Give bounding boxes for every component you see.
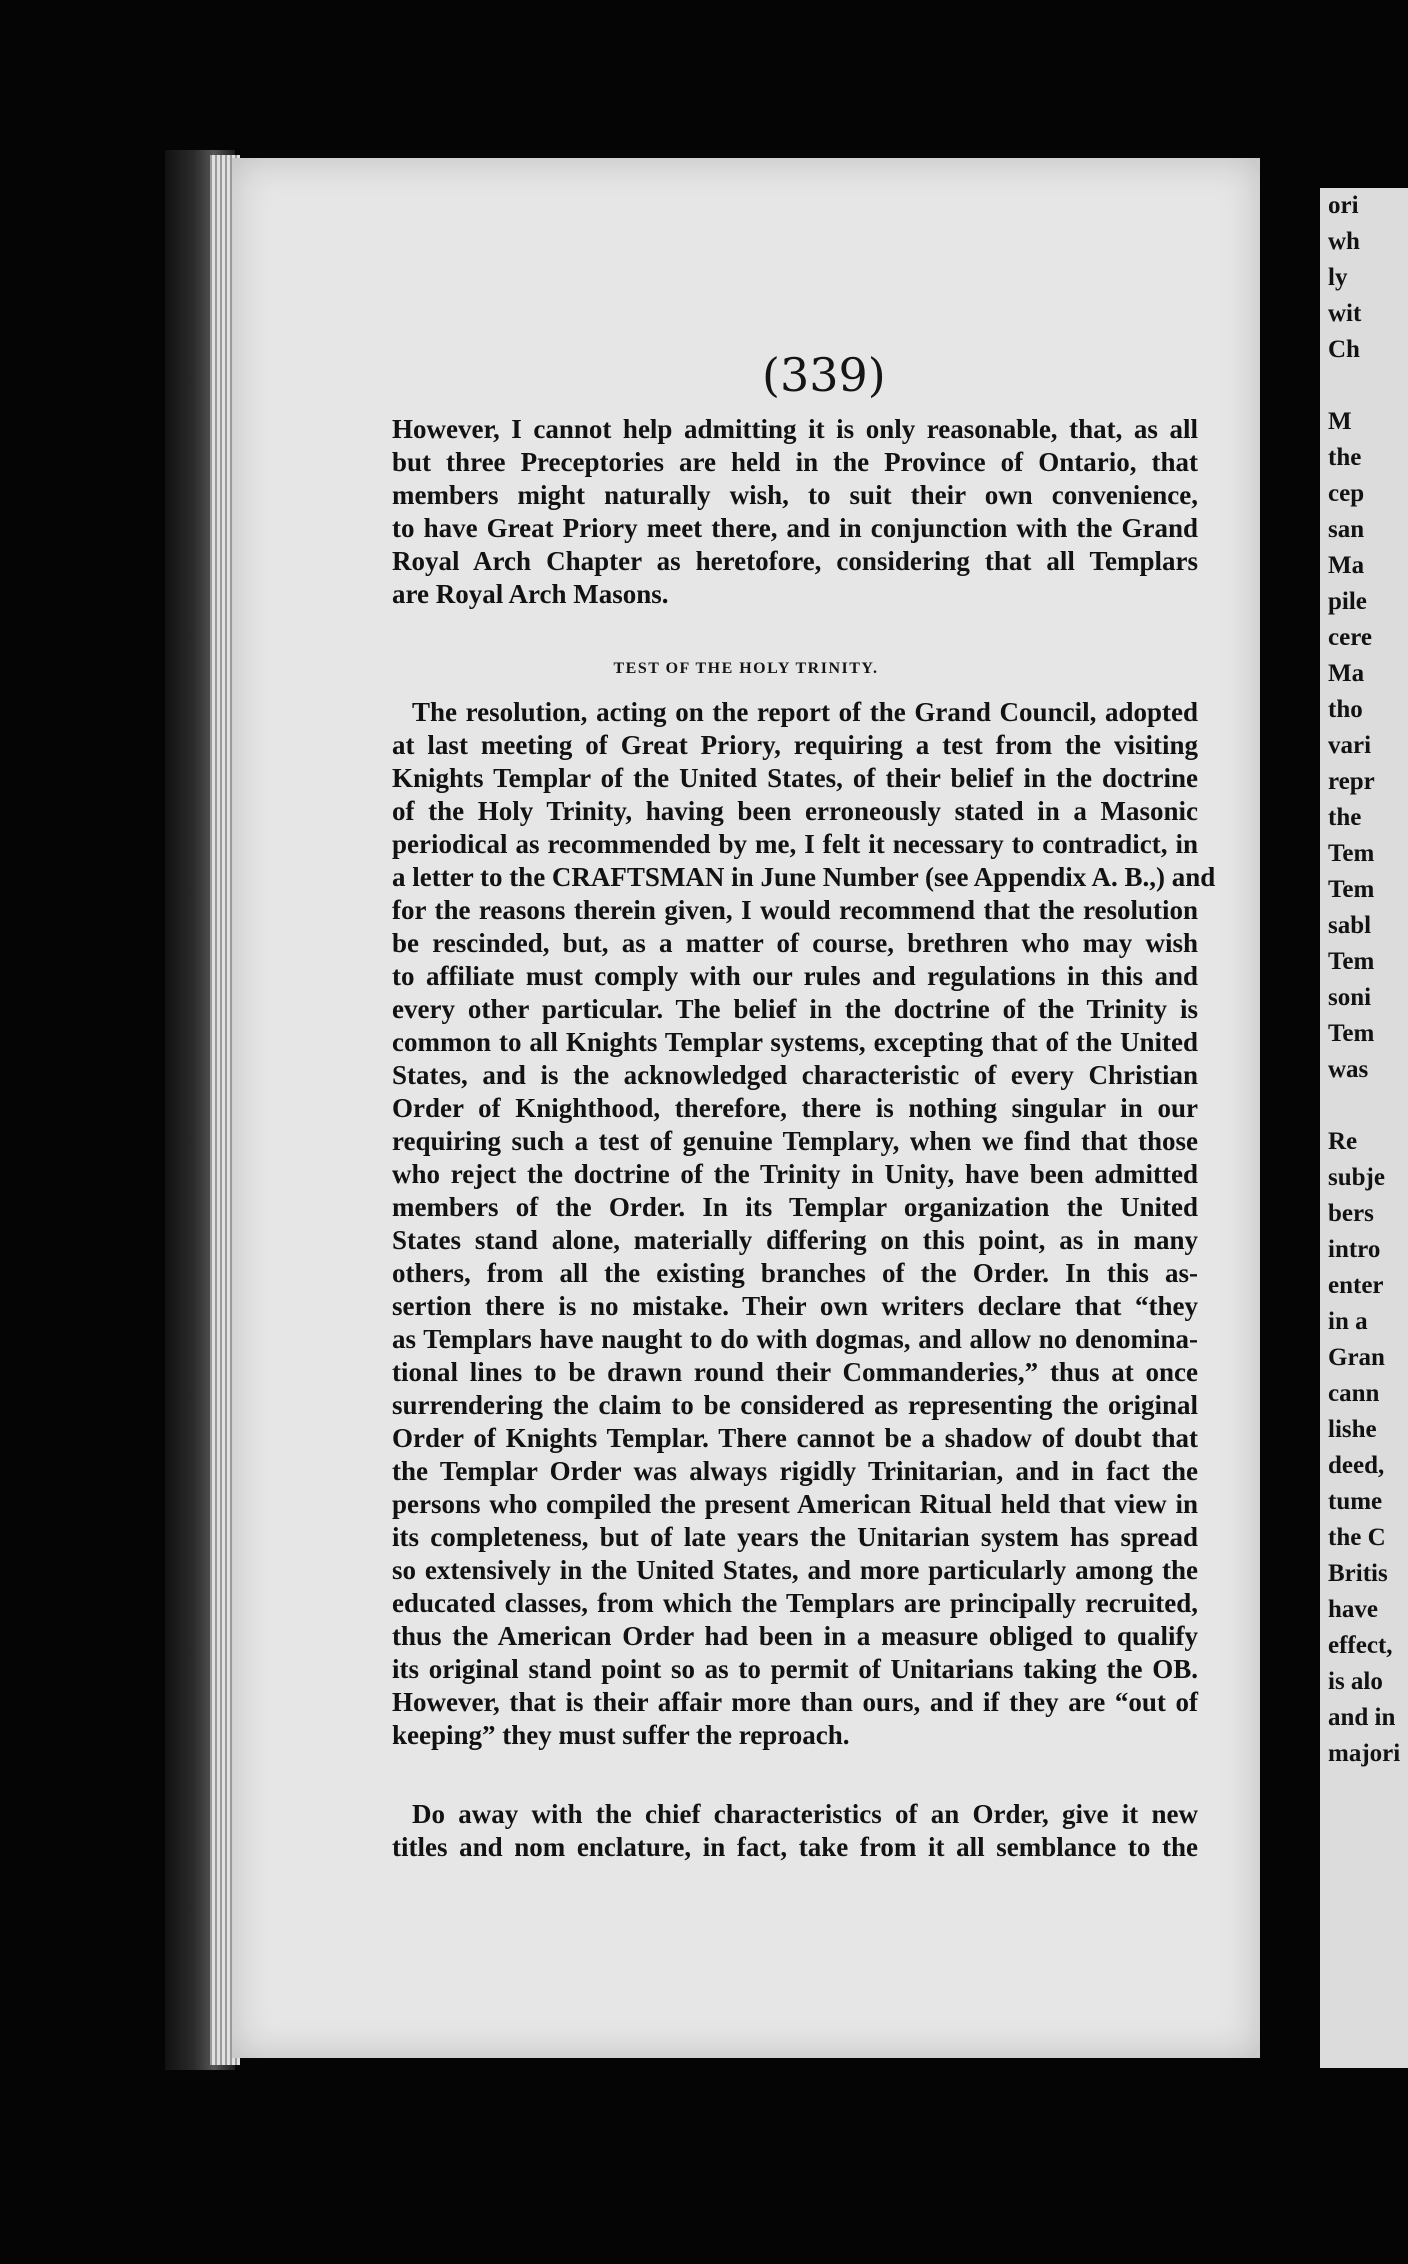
fragment-line: Re — [1328, 1128, 1358, 1155]
fragment-line: subje — [1328, 1164, 1385, 1191]
paragraph-intro — [392, 413, 1198, 611]
text-line: common to all Knights Templar systems, excepting that of the United — [392, 1027, 1198, 1057]
text-line: for the reasons therein given, I would recommend that the resolution — [392, 895, 1198, 925]
fragment-line — [1320, 368, 1408, 404]
text-line: a letter to the CRAFTSMAN in June Number (see Appendix A. B.,) and — [392, 862, 1216, 892]
text-line: thus the American Order had been in a measure obliged to qualify — [392, 1621, 1198, 1651]
fragment-line: repr — [1328, 768, 1375, 795]
text-line: every other particular. The belief in the doctrine of the Trinity is — [392, 994, 1198, 1024]
text-line: are Royal Arch Masons. — [392, 579, 669, 609]
text-line: keeping” they must suffer the reproach. — [392, 1720, 850, 1750]
fragment-line: the — [1328, 804, 1362, 831]
fragment-line: deed, — [1328, 1452, 1385, 1479]
text-line: periodical as recommended by me, I felt it necessary to contradict, in — [392, 829, 1198, 859]
text-line: titles and nom enclature, in fact, take from it all semblance to the — [392, 1832, 1198, 1862]
fragment-line — [1320, 1088, 1408, 1124]
page-number: (339) — [762, 348, 886, 402]
fragment-line: cep — [1328, 480, 1365, 507]
fragment-line: was — [1328, 1056, 1369, 1083]
fragment-line: enter — [1328, 1272, 1384, 1299]
text-line: its original stand point so as to permit of Unitarians taking the OB. — [392, 1654, 1198, 1684]
fragment-line: vari — [1328, 732, 1372, 759]
fragment-line: and in — [1328, 1704, 1396, 1731]
paragraph-trinity — [392, 696, 1216, 1752]
fragment-line: Ch — [1328, 336, 1360, 363]
text-line: of the Holy Trinity, having been erroneously stated in a Masonic — [392, 796, 1198, 826]
text-line: surrendering the claim to be considered as representing the original — [392, 1390, 1198, 1420]
fragment-line: have — [1328, 1596, 1378, 1623]
text-line: However, I cannot help admitting it is only reasonable, that, as all — [392, 414, 1198, 444]
fragment-line: Tem — [1328, 948, 1375, 975]
text-line: educated classes, from which the Templars are principally recruited, — [392, 1588, 1198, 1618]
text-line: sertion there is no mistake. Their own writers declare that “they — [392, 1291, 1198, 1321]
fragment-line: ori — [1328, 192, 1359, 219]
fragment-line: the C — [1328, 1524, 1386, 1551]
fragment-line: pile — [1328, 588, 1367, 615]
text-line: at last meeting of Great Priory, requiring a test from the visiting — [392, 730, 1198, 760]
fragment-line: wit — [1328, 300, 1362, 327]
fragment-line: the — [1328, 444, 1362, 471]
text-line: States, and is the acknowledged characteristic of every Christian — [392, 1060, 1198, 1090]
fragment-line: bers — [1328, 1200, 1374, 1227]
text-line: However, that is their affair more than ours, and if they are “out of — [392, 1687, 1198, 1717]
text-line: members of the Order. In its Templar organization the United — [392, 1192, 1198, 1222]
text-line: The resolution, acting on the report of the Grand Council, adopted — [412, 697, 1198, 727]
fragment-line: cann — [1328, 1380, 1380, 1407]
text-line: be rescinded, but, as a matter of course, brethren who may wish — [392, 928, 1198, 958]
text-line: States stand alone, materially differing on this point, as in many — [392, 1225, 1198, 1255]
fragment-line: Britis — [1328, 1560, 1388, 1587]
paragraph-closing — [392, 1798, 1198, 1864]
text-line: members might naturally wish, to suit their own convenience, — [392, 480, 1198, 510]
fragment-line: sabl — [1328, 912, 1372, 939]
text-line: Do away with the chief characteristics of an Order, give it new — [412, 1799, 1198, 1829]
fragment-line: Ma — [1328, 660, 1365, 687]
fragment-line: tho — [1328, 696, 1363, 723]
fragment-line: M — [1328, 408, 1352, 435]
text-line: the Templar Order was always rigidly Trinitarian, and in fact the — [392, 1456, 1198, 1486]
text-line: as Templars have naught to do with dogmas, and allow no denomina- — [392, 1324, 1198, 1354]
fragment-line: san — [1328, 516, 1365, 543]
fragment-line: intro — [1328, 1236, 1381, 1263]
fragment-line: Tem — [1328, 1020, 1375, 1047]
text-line: Knights Templar of the United States, of their belief in the doctrine — [392, 763, 1198, 793]
text-line: so extensively in the United States, and more particularly among the — [392, 1555, 1198, 1585]
fragment-line: Gran — [1328, 1344, 1385, 1371]
text-line: Royal Arch Chapter as heretofore, considering that all Templars — [392, 546, 1198, 576]
facing-page-fragment — [1320, 188, 1408, 2068]
text-line: others, from all the existing branches of the Order. In this as- — [392, 1258, 1198, 1288]
fragment-line: lishe — [1328, 1416, 1377, 1443]
text-line: to affiliate must comply with our rules and regulations in this and — [392, 961, 1198, 991]
fragment-line: cere — [1328, 624, 1372, 651]
text-line: persons who compiled the present American Ritual held that view in — [392, 1489, 1198, 1519]
text-line: to have Great Priory meet there, and in conjunction with the Grand — [392, 513, 1198, 543]
fragment-line: soni — [1328, 984, 1372, 1011]
text-line: who reject the doctrine of the Trinity in Unity, have been admitted — [392, 1159, 1198, 1189]
fragment-line: Tem — [1328, 876, 1375, 903]
text-line: requiring such a test of genuine Templary, when we find that those — [392, 1126, 1198, 1156]
section-heading: TEST OF THE HOLY TRINITY. — [613, 660, 879, 677]
text-line: Order of Knights Templar. There cannot be a shadow of doubt that — [392, 1423, 1198, 1453]
fragment-line: is alo — [1328, 1668, 1383, 1695]
fragment-line: effect, — [1328, 1632, 1393, 1659]
text-line: but three Preceptories are held in the Province of Ontario, that — [392, 447, 1198, 477]
fragment-line: wh — [1328, 228, 1360, 255]
fragment-line: Ma — [1328, 552, 1365, 579]
book-page — [232, 158, 1260, 2058]
fragment-line: ly — [1328, 264, 1348, 291]
fragment-line: in a — [1328, 1308, 1368, 1335]
text-line: tional lines to be drawn round their Commanderies,” thus at once — [392, 1357, 1198, 1387]
fragment-line: Tem — [1328, 840, 1375, 867]
fragment-line: tume — [1328, 1488, 1383, 1515]
text-line: its completeness, but of late years the Unitarian system has spread — [392, 1522, 1198, 1552]
text-line: Order of Knighthood, therefore, there is nothing singular in our — [392, 1093, 1198, 1123]
fragment-line: majori — [1328, 1740, 1401, 1767]
